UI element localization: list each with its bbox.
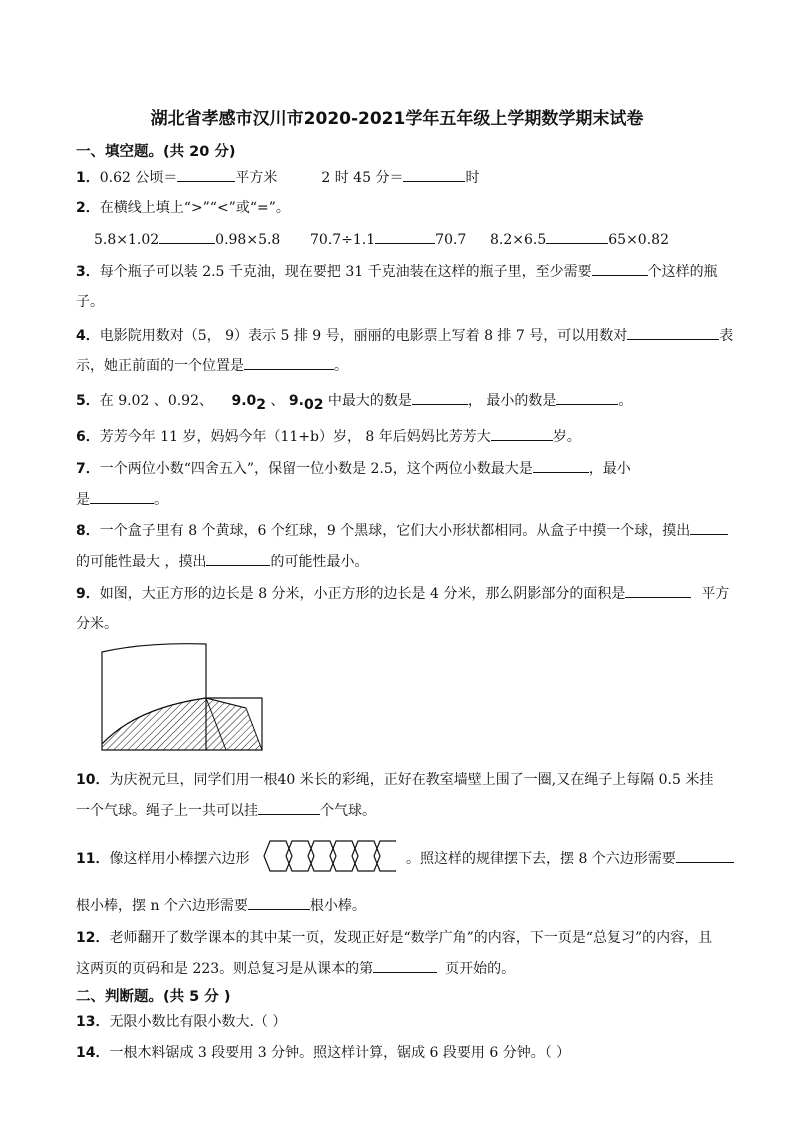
question-text: 根小棒，摆 n 个六边形需要 — [76, 898, 248, 914]
question-text: 在横线上填上“>”“<”或“=”。 — [99, 200, 290, 216]
question-12-cont — [76, 958, 515, 978]
answer-blank[interactable] — [244, 355, 334, 370]
answer-blank[interactable] — [258, 800, 320, 815]
hexagon — [330, 841, 358, 871]
question-number: 4． — [76, 328, 100, 344]
question-number: 7． — [76, 461, 100, 477]
answer-blank[interactable] — [90, 489, 154, 504]
hexagons-figure — [260, 838, 396, 874]
question-text: 平方米 — [235, 170, 278, 186]
answer-blank[interactable] — [556, 390, 618, 405]
squares-figure — [96, 640, 271, 755]
question-text: 中最大的数是 — [327, 393, 412, 409]
question-text: 岁。 — [552, 429, 581, 445]
question-text: 。 — [334, 358, 348, 374]
answer-blank[interactable] — [177, 167, 235, 182]
question-11-part-b — [406, 848, 734, 868]
answer-blank[interactable] — [627, 325, 719, 340]
question-number: 12． — [76, 930, 110, 946]
question-7 — [76, 458, 631, 478]
question-3-cont: 子。 — [76, 294, 104, 310]
question-11 — [76, 848, 249, 868]
section-fill-in-heading: 一、填空题。(共 20 分) — [76, 144, 236, 160]
question-text: 2 时 45 分＝ — [321, 170, 404, 186]
question-number: 1． — [76, 170, 100, 186]
question-13 — [76, 1011, 286, 1031]
question-number: 10． — [76, 772, 110, 788]
question-text: 平方 — [701, 586, 730, 602]
answer-blank[interactable] — [375, 229, 435, 244]
question-text: 表 — [719, 328, 734, 344]
question-10-cont — [76, 800, 376, 820]
repeating-decimal-2: 9.02 — [288, 393, 324, 413]
question-text: ， 最小的数是 — [467, 393, 557, 409]
question-8-cont — [76, 551, 368, 571]
question-14 — [76, 1042, 570, 1062]
question-number: 9． — [76, 586, 100, 602]
answer-blank[interactable] — [676, 848, 734, 863]
hexagon — [264, 841, 292, 871]
question-text: 老师翻开了数学课本的其中某一页，发现正好是“数学广角”的内容，下一页是“总复习”的内容，且 — [109, 930, 713, 946]
question-text: 一个盒子里有 8 个黄球，6 个红球，9 个黑球，它们大小形状都相同。从盒子中摸一个球，摸出 — [99, 523, 691, 539]
question-text: 。 — [618, 393, 633, 409]
question-text: 无限小数比有限小数大.（ ） — [109, 1014, 287, 1030]
question-number: 8． — [76, 523, 100, 539]
expression: 0.98×5.8 — [215, 232, 281, 248]
question-2-expr-3 — [490, 229, 669, 248]
answer-blank[interactable] — [491, 426, 553, 441]
question-text: 电影院用数对（5， 9）表示 5 排 9 号，丽丽的电影票上写着 8 排 7 号，可以用数对 — [99, 328, 628, 344]
question-text: 根小棒。 — [309, 898, 366, 914]
question-text: 页开始的。 — [445, 961, 516, 977]
question-number: 6． — [76, 429, 100, 445]
answer-blank[interactable] — [373, 958, 437, 973]
question-11-cont — [76, 895, 366, 915]
answer-blank[interactable] — [592, 261, 648, 276]
question-4 — [76, 325, 733, 345]
question-number: 11． — [76, 851, 110, 867]
question-text: 的可能性最大 ，摸出 — [76, 554, 207, 570]
question-3 — [76, 261, 718, 281]
question-text: 芳芳今年 11 岁，妈妈今年（11+b）岁， 8 年后妈妈比芳芳大 — [99, 429, 491, 445]
question-text: 。 — [154, 492, 168, 508]
answer-blank[interactable] — [533, 458, 589, 473]
question-text: 在 9.02 、0.92、 — [99, 393, 213, 409]
question-9-cont: 分米。 — [76, 616, 118, 632]
question-text: 每个瓶子可以装 2.5 千克油，现在要把 31 千克油装在这样的瓶子里，至少需要 — [99, 264, 592, 280]
question-number: 13． — [76, 1014, 110, 1030]
question-text: 是 — [76, 492, 90, 508]
question-text: 个气球。 — [320, 803, 376, 819]
question-number: 14． — [76, 1045, 110, 1061]
expression: 8.2×6.5 — [490, 232, 547, 248]
question-text: 一个气球。绳子上一共可以挂 — [76, 803, 258, 819]
question-text: 个这样的瓶 — [647, 264, 718, 280]
expression: 70.7÷1.1 — [310, 232, 376, 248]
answer-blank[interactable] — [159, 229, 215, 244]
answer-blank[interactable] — [248, 895, 310, 910]
question-text: 一个两位小数“四舍五入”，保留一位小数是 2.5，这个两位小数最大是 — [99, 461, 533, 477]
question-6 — [76, 426, 581, 446]
answer-blank[interactable] — [403, 167, 465, 182]
question-2-expr-2 — [310, 229, 466, 248]
question-text: 像这样用小棒摆六边形 — [109, 851, 250, 867]
answer-blank[interactable] — [625, 583, 691, 598]
expression: 5.8×1.02 — [94, 232, 160, 248]
question-2-expr-1 — [94, 229, 280, 248]
page-title: 湖北省孝感市汉川市2020-2021学年五年级上学期数学期末试卷 — [150, 109, 644, 129]
hexagon — [374, 841, 396, 871]
hexagon — [352, 841, 380, 871]
question-12 — [76, 927, 712, 947]
question-7-cont — [76, 489, 168, 509]
question-number: 2． — [76, 200, 100, 216]
separator: 、 — [270, 393, 285, 409]
question-10 — [76, 769, 713, 789]
question-text: 这两页的页码和是 223。则总复习是从课本的第 — [76, 961, 374, 977]
question-text: 时 — [465, 170, 480, 186]
hexagon — [308, 841, 336, 871]
question-8 — [76, 520, 728, 540]
hexagon — [286, 841, 314, 871]
question-text: 示，她正前面的一个位置是 — [76, 358, 244, 374]
question-text: 0.62 公顷＝ — [99, 170, 178, 186]
question-4-cont — [76, 355, 348, 375]
section-judgment-heading: 二、判断题。(共 5 分 ) — [76, 989, 231, 1005]
expression: 65×0.82 — [608, 232, 669, 248]
answer-blank[interactable] — [690, 520, 728, 535]
question-1 — [76, 167, 479, 187]
question-9 — [76, 583, 729, 603]
answer-blank[interactable] — [412, 390, 468, 405]
question-2 — [76, 197, 290, 217]
question-text: ，最小 — [588, 461, 631, 477]
expression: 70.7 — [435, 232, 467, 248]
question-text: 。照这样的规律摆下去，摆 8 个六边形需要 — [406, 851, 676, 867]
question-number: 5． — [76, 393, 100, 409]
answer-blank[interactable] — [546, 229, 608, 244]
answer-blank[interactable] — [206, 551, 270, 566]
question-text: 为庆祝元旦，同学们用一根40 米长的彩绳，正好在教室墙壁上围了一圈,又在绳子上每隔 0.5 米挂 — [109, 772, 714, 788]
question-5 — [76, 390, 633, 413]
repeating-decimal-1: 9.02 — [231, 393, 267, 413]
question-text: 如图，大正方形的边长是 8 分米，小正方形的边长是 4 分米，那么阴影部分的面积是 — [99, 586, 626, 602]
question-text: 一根木料锯成 3 段要用 3 分钟。照这样计算，锯成 6 段要用 6 分钟。（ ） — [109, 1045, 571, 1061]
question-text: 的可能性最小。 — [270, 554, 369, 570]
question-number: 3． — [76, 264, 100, 280]
